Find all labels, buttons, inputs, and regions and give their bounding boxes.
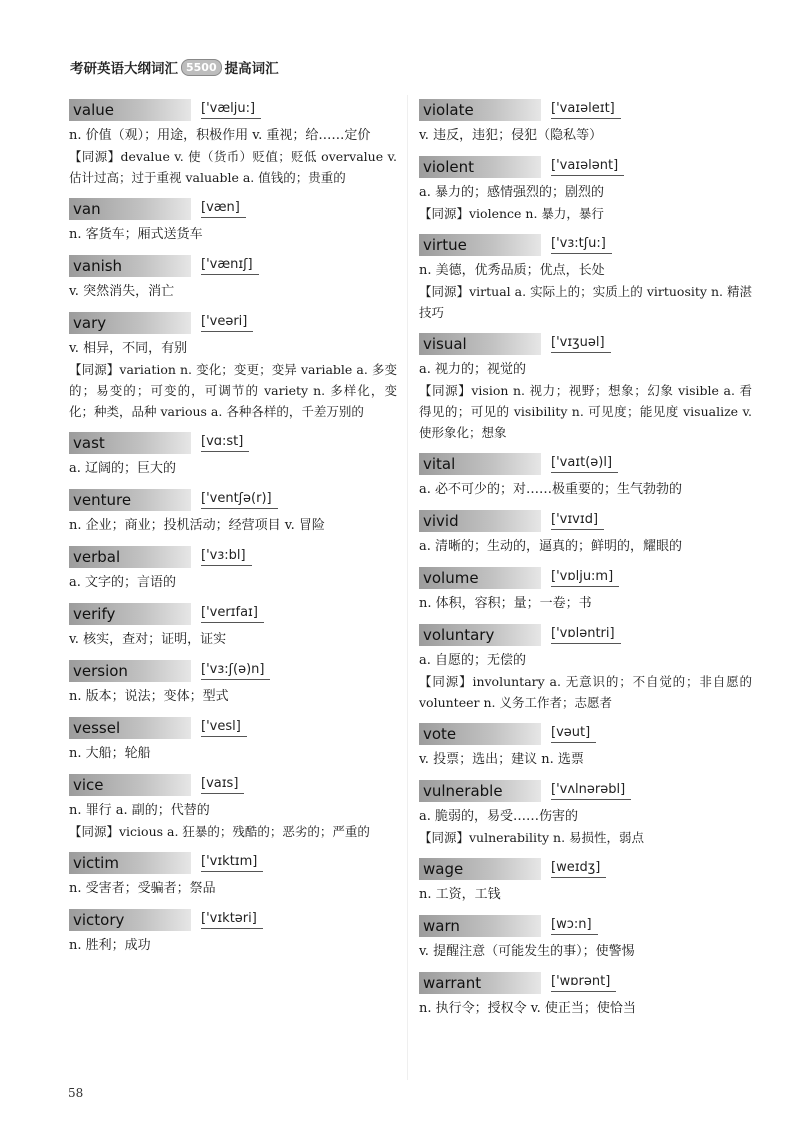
- entry-head: [419, 509, 752, 533]
- phonetic: ['vælju:]: [201, 101, 261, 119]
- headword: victory: [69, 909, 191, 931]
- definition: v. 提醒注意（可能发生的事）；使警惕: [419, 944, 635, 959]
- entry-head: [69, 98, 397, 122]
- vocab-entry-vulnerable: [419, 779, 752, 848]
- definition: n. 价值（观）；用途，积极作用 v. 重视；给……定价: [69, 128, 371, 143]
- definition: n. 工资，工钱: [419, 887, 501, 902]
- entry-head: [69, 545, 397, 569]
- headword: volume: [419, 567, 541, 589]
- vocab-entry-vice: [69, 773, 397, 842]
- definition: n. 执行令；授权令 v. 使正当；使恰当: [419, 1001, 636, 1016]
- cognates: 【同源】devalue v. 使（货币）贬值；贬低 overvalue v. 估计过高；过于重视 valuable a. 值钱的；贵重的: [69, 149, 397, 185]
- vocab-entry-verbal: [69, 545, 397, 593]
- headword: van: [69, 198, 191, 220]
- definition: a. 视力的；视觉的: [419, 362, 527, 377]
- vocab-entry-van: [69, 197, 397, 245]
- vocab-entry-vivid: [419, 509, 752, 557]
- entry-head: [69, 659, 397, 683]
- phonetic: ['vɜ:bl]: [201, 548, 252, 566]
- definition: a. 自愿的；无偿的: [419, 653, 527, 668]
- definition: v. 投票；选出；建议 n. 选票: [419, 752, 584, 767]
- headword: version: [69, 660, 191, 682]
- vocab-entry-victory: [69, 908, 397, 956]
- entry-head: [69, 716, 397, 740]
- phonetic: ['vesl]: [201, 719, 247, 737]
- definition: a. 清晰的；生动的，逼真的；鲜明的，耀眼的: [419, 539, 683, 554]
- entry-head: [419, 722, 752, 746]
- vocab-entry-vessel: [69, 716, 397, 764]
- entry-head: [69, 254, 397, 278]
- page-number: 58: [68, 1086, 84, 1100]
- definition: n. 大船；轮船: [69, 746, 151, 761]
- entry-head: [419, 233, 752, 257]
- headword: vulnerable: [419, 780, 541, 802]
- entry-head: [69, 908, 397, 932]
- phonetic: ['vʌlnərəbl]: [551, 782, 631, 800]
- vocab-entry-vote: [419, 722, 752, 770]
- entry-head: [419, 914, 752, 938]
- entry-head: [69, 851, 397, 875]
- phonetic: ['vɪvɪd]: [551, 512, 604, 530]
- cognates: 【同源】vicious a. 狂暴的；残酷的；恶劣的；严重的: [69, 824, 370, 839]
- entry-head: [69, 197, 397, 221]
- headword: victim: [69, 852, 191, 874]
- headword: violate: [419, 99, 541, 121]
- vocab-entry-version: [69, 659, 397, 707]
- right-column: [419, 98, 752, 1028]
- entry-head: [69, 602, 397, 626]
- headword: vote: [419, 723, 541, 745]
- definition: n. 版本；说法；变体；型式: [69, 689, 229, 704]
- headword: voluntary: [419, 624, 541, 646]
- left-column: [69, 98, 397, 965]
- phonetic: [wɔ:n]: [551, 917, 598, 935]
- phonetic: [vɑ:st]: [201, 434, 249, 452]
- cognates: 【同源】involuntary a. 无意识的；不自觉的；非自愿的 volunteer n. 义务工作者；志愿者: [419, 674, 752, 710]
- headword: vanish: [69, 255, 191, 277]
- phonetic: ['vɒləntri]: [551, 626, 621, 644]
- vocab-entry-verify: [69, 602, 397, 650]
- entry-head: [69, 773, 397, 797]
- phonetic: [vaɪs]: [201, 776, 244, 794]
- headword: vice: [69, 774, 191, 796]
- definition: n. 受害者；受骗者；祭品: [69, 881, 216, 896]
- vocab-entry-volume: [419, 566, 752, 614]
- definition: a. 辽阔的；巨大的: [69, 461, 177, 476]
- cognates: 【同源】vision n. 视力；视野；想象；幻象 visible a. 看得见的；可见的 visibility n. 可见度；能见度 visualize v. 使形象化；想象: [419, 383, 752, 440]
- vocab-entry-vital: [419, 452, 752, 500]
- definition: v. 相异，不同，有别: [69, 341, 188, 356]
- vocab-entry-vast: [69, 431, 397, 479]
- headword: vessel: [69, 717, 191, 739]
- definition: n. 罪行 a. 副的；代替的: [69, 803, 210, 818]
- entry-head: [69, 311, 397, 335]
- definition: v. 突然消失，消亡: [69, 284, 175, 299]
- definition: n. 企业；商业；投机活动；经营项目 v. 冒险: [69, 518, 325, 533]
- phonetic: ['vaɪt(ə)l]: [551, 455, 618, 473]
- phonetic: [vəut]: [551, 725, 596, 743]
- vocab-entry-visual: [419, 332, 752, 443]
- vocab-entry-wage: [419, 857, 752, 905]
- entry-head: [419, 155, 752, 179]
- entry-head: [419, 971, 752, 995]
- cognates: 【同源】violence n. 暴力，暴行: [419, 206, 604, 221]
- phonetic: [weɪdʒ]: [551, 860, 606, 878]
- vocab-entry-violent: [419, 155, 752, 224]
- vocab-entry-vanish: [69, 254, 397, 302]
- book-title: 考研英语大纲词汇: [70, 61, 178, 77]
- definition: a. 文字的；言语的: [69, 575, 177, 590]
- phonetic: ['vænɪʃ]: [201, 257, 259, 275]
- vocab-entry-warn: [419, 914, 752, 962]
- section-title: 提高词汇: [224, 61, 279, 77]
- page-header: [70, 56, 279, 78]
- cognates: 【同源】vulnerability n. 易损性，弱点: [419, 830, 645, 845]
- headword: verify: [69, 603, 191, 625]
- entry-head: [419, 566, 752, 590]
- cognates: 【同源】virtual a. 实际上的；实质上的 virtuosity n. 精湛技巧: [419, 284, 752, 320]
- definition: n. 胜利；成功: [69, 938, 151, 953]
- entry-head: [69, 431, 397, 455]
- phonetic: ['vɪktɪm]: [201, 854, 263, 872]
- phonetic: ['vaɪələnt]: [551, 158, 624, 176]
- phonetic: ['vɪʒuəl]: [551, 335, 611, 353]
- definition: a. 脆弱的，易受……伤害的: [419, 809, 579, 824]
- vocab-entry-venture: [69, 488, 397, 536]
- vocab-entry-vary: [69, 311, 397, 422]
- phonetic: ['wɒrənt]: [551, 974, 616, 992]
- headword: verbal: [69, 546, 191, 568]
- cognates: 【同源】variation n. 变化；变更；变异 variable a. 多变的；易变的；可变的，可调节的 variety n. 多样化，变化；种类，品种 various a. 各种各样的，千差万别的: [69, 362, 397, 419]
- vocab-entry-voluntary: [419, 623, 752, 713]
- vocab-entry-violate: [419, 98, 752, 146]
- vocab-entry-value: [69, 98, 397, 188]
- vocab-count-badge: 5500: [181, 59, 222, 76]
- phonetic: ['verɪfaɪ]: [201, 605, 264, 623]
- phonetic: ['vɜ:tʃu:]: [551, 236, 612, 254]
- entry-head: [419, 779, 752, 803]
- vocab-entry-warrant: [419, 971, 752, 1019]
- vocab-entry-virtue: [419, 233, 752, 323]
- headword: vast: [69, 432, 191, 454]
- phonetic: ['ventʃə(r)]: [201, 491, 278, 509]
- definition: n. 美德，优秀品质；优点，长处: [419, 263, 605, 278]
- definition: n. 客货车；厢式送货车: [69, 227, 203, 242]
- phonetic: ['vɪktəri]: [201, 911, 263, 929]
- phonetic: ['vaɪəleɪt]: [551, 101, 621, 119]
- entry-head: [69, 488, 397, 512]
- entry-head: [419, 623, 752, 647]
- definition: a. 暴力的；感情强烈的；剧烈的: [419, 185, 605, 200]
- headword: virtue: [419, 234, 541, 256]
- headword: venture: [69, 489, 191, 511]
- headword: violent: [419, 156, 541, 178]
- entry-head: [419, 332, 752, 356]
- entry-head: [419, 857, 752, 881]
- entry-head: [419, 452, 752, 476]
- vocab-entry-victim: [69, 851, 397, 899]
- headword: vary: [69, 312, 191, 334]
- headword: vivid: [419, 510, 541, 532]
- phonetic: ['vɜ:ʃ(ə)n]: [201, 662, 270, 680]
- entry-head: [419, 98, 752, 122]
- headword: warrant: [419, 972, 541, 994]
- phonetic: ['vɒlju:m]: [551, 569, 619, 587]
- definition: n. 体积，容积；量；一卷；书: [419, 596, 592, 611]
- headword: vital: [419, 453, 541, 475]
- phonetic: ['veəri]: [201, 314, 253, 332]
- headword: wage: [419, 858, 541, 880]
- column-divider: [407, 95, 408, 1080]
- headword: warn: [419, 915, 541, 937]
- definition: v. 核实，查对；证明，证实: [69, 632, 227, 647]
- definition: v. 违反，违犯；侵犯（隐私等）: [419, 128, 603, 143]
- definition: a. 必不可少的；对……极重要的；生气勃勃的: [419, 482, 683, 497]
- phonetic: [væn]: [201, 200, 246, 218]
- headword: value: [69, 99, 191, 121]
- headword: visual: [419, 333, 541, 355]
